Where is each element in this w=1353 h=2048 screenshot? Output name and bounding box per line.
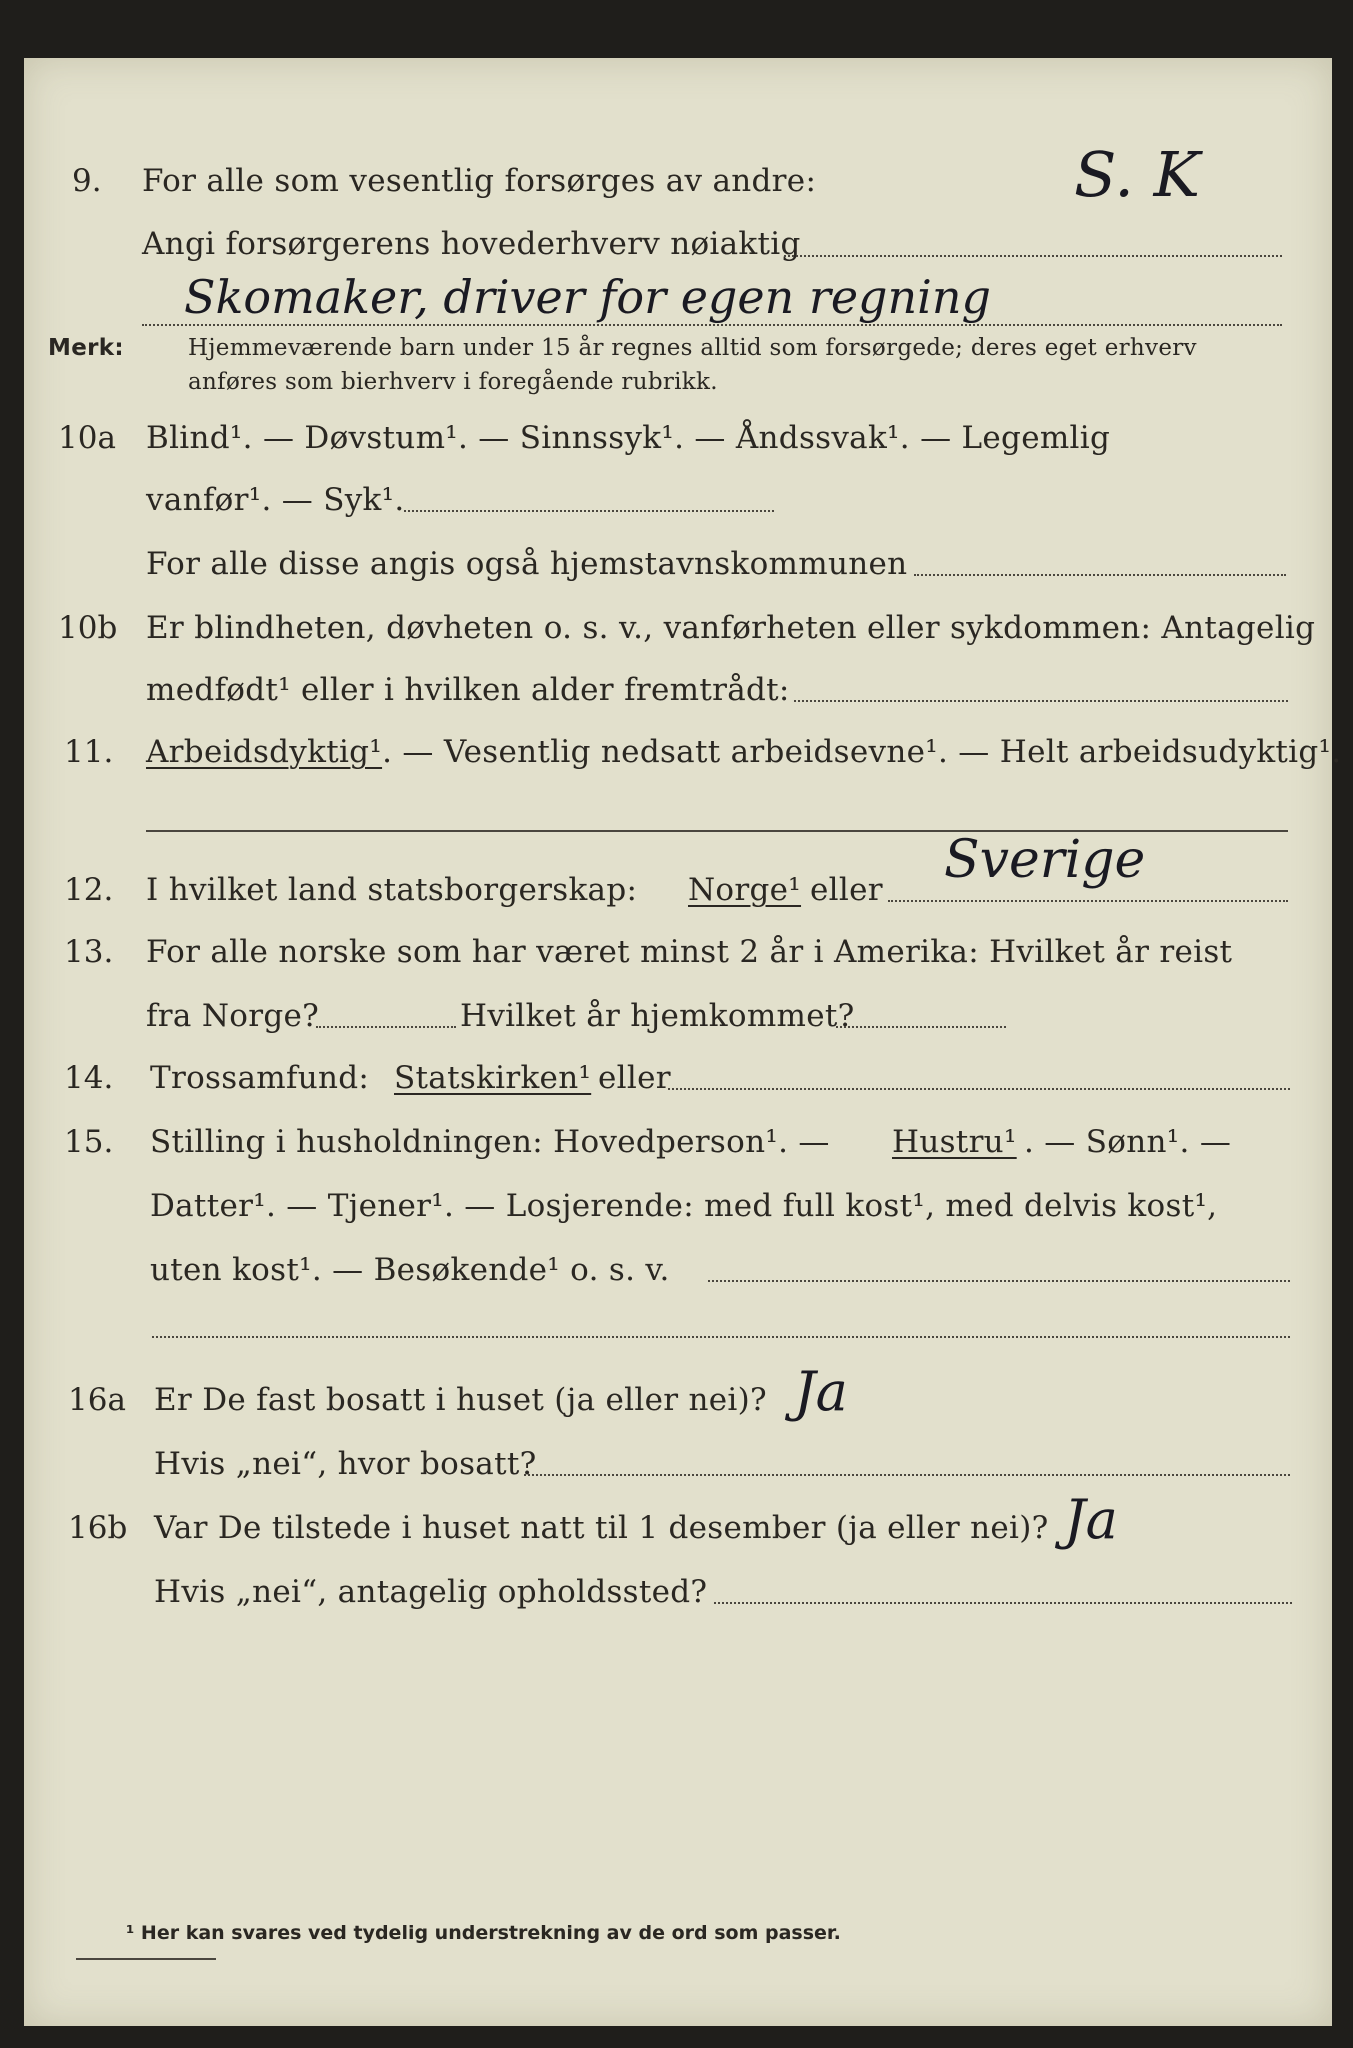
- q13-line-2a: fra Norge?: [146, 998, 320, 1034]
- q9-answer-line-2: [142, 324, 1282, 326]
- q9-answer-line: [784, 255, 1282, 257]
- q16a-line-2: Hvis „nei“, hvor bosatt?: [154, 1446, 537, 1482]
- q15-answer-line-2: [152, 1336, 1290, 1338]
- q10b-line-2: medfødt¹ eller i hvilken alder fremtrådt:: [146, 672, 790, 708]
- q12-question: I hvilket land statsborgerskap:: [146, 872, 638, 908]
- q10a-municipality-line: [914, 574, 1286, 576]
- q13-returned-line: [836, 1026, 1006, 1028]
- q15-option-hustru[interactable]: Hustru¹: [892, 1124, 1017, 1160]
- q16a-number: 16a: [68, 1382, 126, 1418]
- q10b-answer-line: [794, 700, 1288, 702]
- q15-number: 15.: [64, 1124, 114, 1160]
- q13-departed-line: [316, 1026, 456, 1028]
- q16a-line-1: Er De fast bosatt i huset (ja eller nei)?: [154, 1382, 767, 1418]
- q12-answer-line: [888, 900, 1288, 902]
- q10a-answer-line: [404, 510, 774, 512]
- merk-label: Merk:: [48, 335, 124, 361]
- q9-handwritten-answer: Skomaker, driver for egen regning: [184, 270, 991, 324]
- q16b-answer-line: [714, 1602, 1292, 1604]
- q16b-number: 16b: [68, 1510, 128, 1546]
- q14-answer-line: [668, 1088, 1290, 1090]
- q12-eller: eller: [810, 872, 883, 908]
- q15-line-3: uten kost¹. — Besøkende¹ o. s. v.: [150, 1252, 670, 1288]
- q11-options: [146, 734, 1341, 770]
- q10b-line-1: Er blindheten, døvheten o. s. v., vanførheten eller sykdommen: Antagelig: [146, 610, 1316, 646]
- q11-option-arbeidsdyktig[interactable]: Arbeidsdyktig¹: [146, 734, 383, 770]
- q14-question: Trossamfund:: [150, 1060, 370, 1096]
- footnote-rule: [76, 1958, 216, 1960]
- q10a-line-1: Blind¹. — Døvstum¹. — Sinnssyk¹. — Åndssvak¹. — Legemlig: [146, 420, 1111, 456]
- q12-number: 12.: [64, 872, 114, 908]
- q10a-line-2: vanfør¹. — Syk¹.: [146, 482, 405, 518]
- q15-answer-line: [708, 1280, 1290, 1282]
- q13-number: 13.: [64, 934, 114, 970]
- q16a-answer-line: [524, 1474, 1290, 1476]
- q14-option-statskirken[interactable]: Statskirken¹: [394, 1060, 592, 1096]
- q10a-number: 10a: [58, 420, 116, 456]
- q13-line-1: For alle norske som har været minst 2 år i Amerika: Hvilket år reist: [146, 934, 1233, 970]
- q11-option-rest: . — Vesentlig nedsatt arbeidsevne¹. — Helt arbeidsudyktig¹.: [382, 734, 1342, 770]
- q14-number: 14.: [64, 1060, 114, 1096]
- q15-line-1a: Stilling i husholdningen: Hovedperson¹. —: [150, 1124, 830, 1160]
- q12-option-norge[interactable]: Norge¹: [688, 872, 802, 908]
- q16b-line-2: Hvis „nei“, antagelig opholdssted?: [154, 1574, 708, 1610]
- q10b-number: 10b: [58, 610, 118, 646]
- q9-question: For alle som vesentlig forsørges av andre:: [142, 163, 817, 199]
- q16b-line-1: Var De tilstede i huset natt til 1 desember (ja eller nei)?: [154, 1510, 1049, 1546]
- q16b-handwritten-answer: Ja: [1064, 1488, 1118, 1551]
- footnote: ¹ Her kan svares ved tydelig understrekning av de ord som passer.: [126, 1922, 841, 1944]
- merk-line-2: anføres som bierhverv i foregående rubrikk.: [188, 369, 718, 395]
- q15-line-2: Datter¹. — Tjener¹. — Losjerende: med full kost¹, med delvis kost¹,: [150, 1188, 1218, 1224]
- q14-eller: eller: [598, 1060, 671, 1096]
- q16a-handwritten-answer: Ja: [794, 1360, 848, 1423]
- q10a-line-3: For alle disse angis også hjemstavnskommunen: [146, 546, 908, 582]
- merk-line-1: Hjemmeværende barn under 15 år regnes alltid som forsørgede; deres eget erhverv: [188, 335, 1197, 361]
- census-form-page: [24, 58, 1342, 2026]
- q11-number: 11.: [64, 734, 114, 770]
- q13-line-2b: Hvilket år hjemkommet?: [460, 998, 855, 1034]
- q9-instruction: Angi forsørgerens hovederhverv nøiaktig: [142, 226, 801, 262]
- q9-number: 9.: [72, 163, 102, 199]
- q12-handwritten-country: Sverige: [944, 830, 1146, 890]
- q9-handwritten-initials: S. K: [1074, 138, 1200, 211]
- q15-line-1c: . — Sønn¹. —: [1024, 1124, 1232, 1160]
